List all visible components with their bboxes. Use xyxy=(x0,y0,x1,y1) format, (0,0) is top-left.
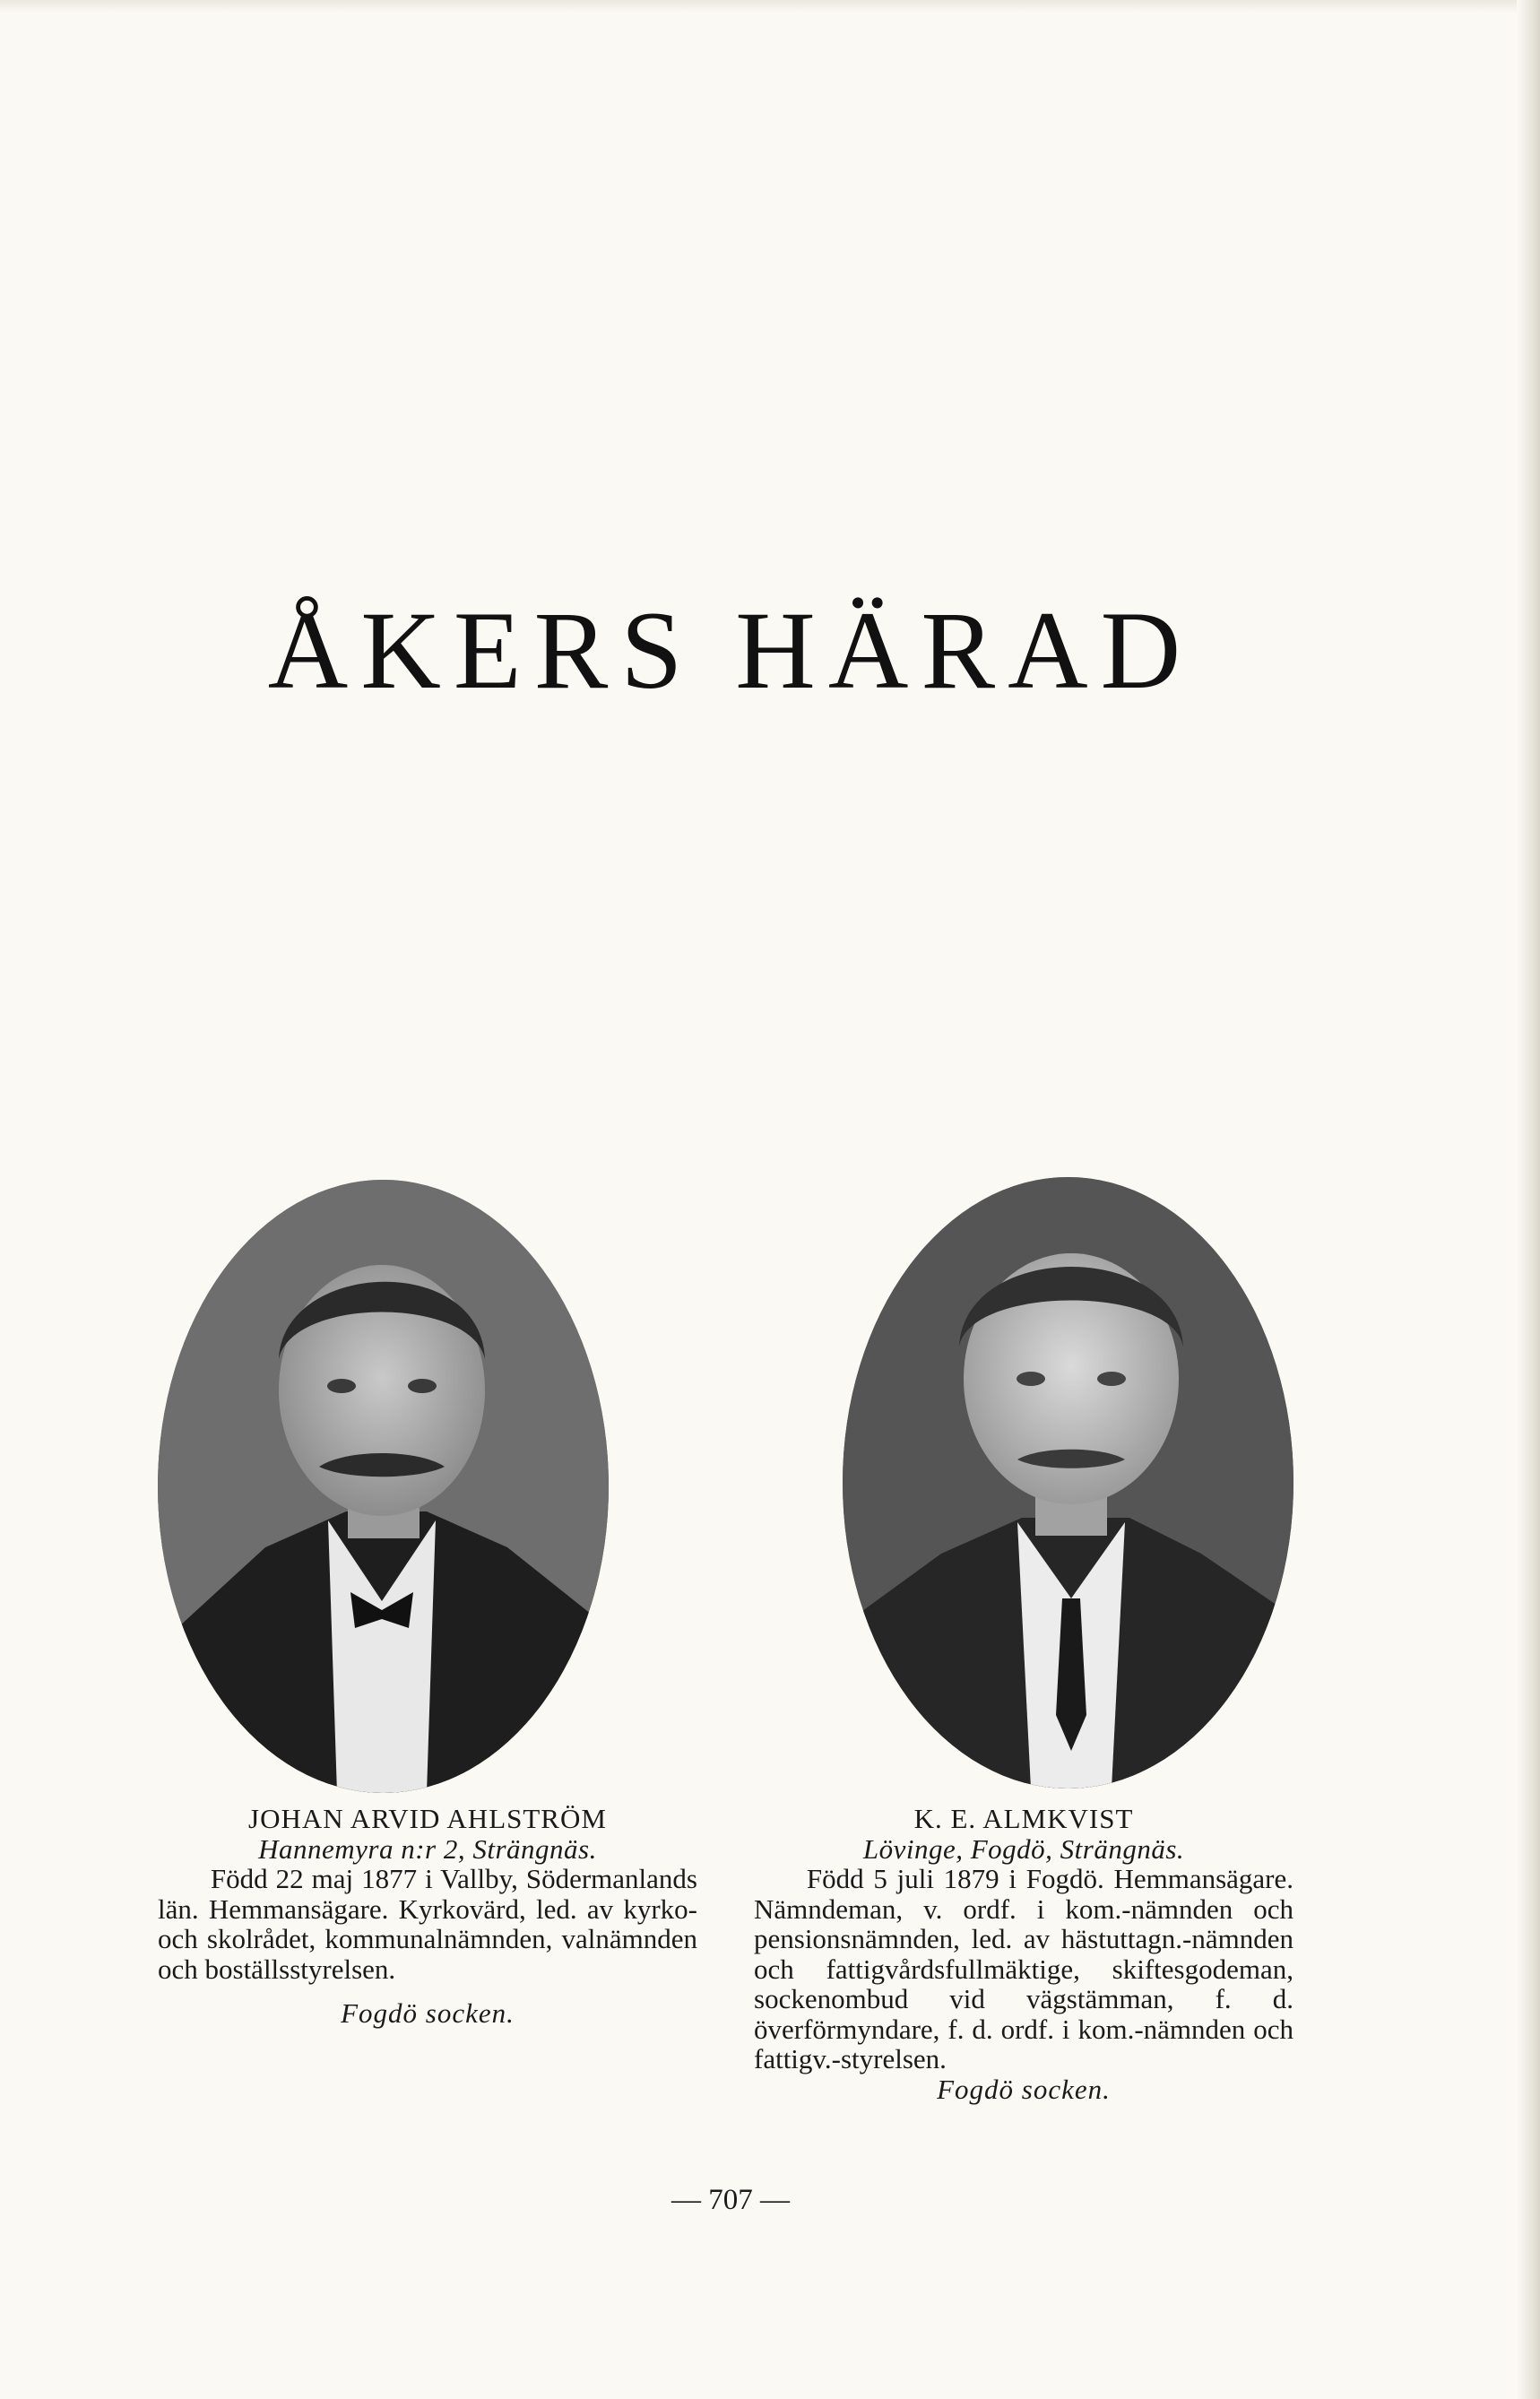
page-title: ÅKERS HÄRAD xyxy=(267,589,1194,712)
portrait-photo-left xyxy=(158,1180,609,1793)
entry-name: K. E. ALMKVIST xyxy=(913,1803,1134,1834)
entry-parish: Fogdö socken. xyxy=(937,2073,1111,2105)
entry-left xyxy=(158,1804,697,2029)
entry-name: JOHAN ARVID AHLSTRÖM xyxy=(248,1803,607,1834)
entry-bio: Född 5 juli 1879 i Fogdö. Hemmansägare. Nämndeman, v. ordf. i kom.-nämnden och pensionsnämnden, led. av hästuttagn.-nämnden och fattigvårdsfullmäktige, skiftesgodeman, sockenombud vid vägstämman, f. d. överförmyndare, f. d. ordf. i kom.-nämnden och fattigv.-styrelsen. xyxy=(754,1863,1293,2074)
entry-parish: Fogdö socken. xyxy=(341,1997,515,2029)
page-top-edge xyxy=(0,0,1540,13)
entry-address: Lövinge, Fogdö, Strängnäs. xyxy=(862,1832,1185,1865)
portrait-photo-right xyxy=(843,1177,1293,1788)
entry-right xyxy=(754,1804,1293,2104)
page-right-edge xyxy=(1517,0,1540,2399)
entry-bio: Född 22 maj 1877 i Vallby, Södermanlands län. Hemmansägare. Kyrkovärd, led. av kyrko- och skolrådet, kommunalnämnden, valnämnden och boställsstyrelsen. xyxy=(158,1863,697,1985)
entry-address: Hannemyra n:r 2, Strängnäs. xyxy=(258,1832,597,1865)
page-number: — 707 — xyxy=(671,2184,790,2216)
